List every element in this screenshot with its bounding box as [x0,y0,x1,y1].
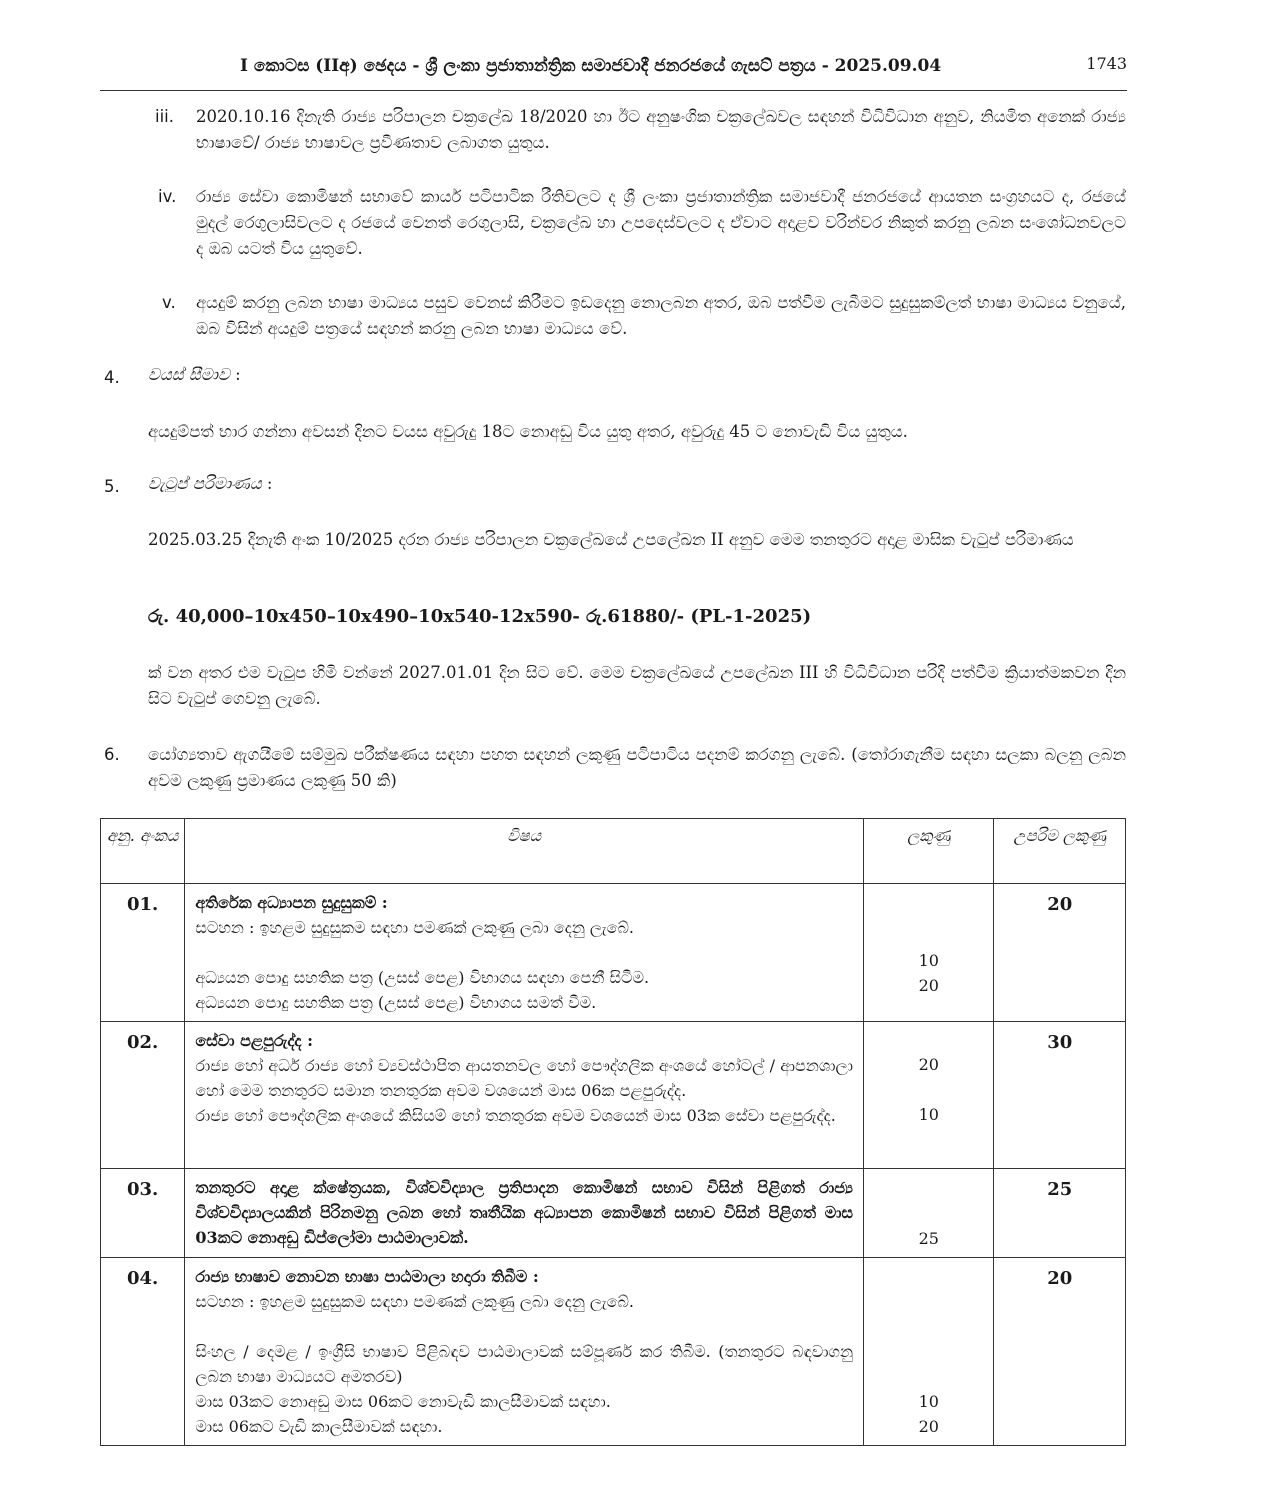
item-v-marker: v. [162,293,176,312]
row-spacer [195,940,853,965]
table-header-row [101,819,1126,884]
marks-value: 20 [918,1055,939,1074]
page-number: 1743 [1086,54,1127,73]
header-title: I කොටස (IIඅ) ඡෙදය - ශ්‍රී ලංකා ප්‍රජාතාන්ත්‍රික සමාජවාදී ජනරජයේ ගැසට් පත්‍රය - 2025.09.04 [240,56,942,76]
header-subject: විෂය [185,819,864,884]
item-iii-marker: iii. [155,107,174,126]
table-row [101,884,1126,1022]
row-number: 01. [101,884,185,1022]
row-title: තනතුරට අදාළ ක්ෂේත්‍රයක, විශ්වවිද්‍යාල ප්‍රතිපාදන කොමිෂන් සභාව විසින් පිළිගත් රාජ්‍ය විශ්වවිද්‍යාලයකින් පිරිනමනු ලබන හෝ තෘතීයික අධ්‍යාපන කොමිෂන් සභාව විසින් පිළිගත් මාස 03කට නොඅඩු ඩිප්ලෝමා පාඨමාලාවක්. [195,1178,853,1247]
row-line: රාජ්‍ය හෝ අර්ධ රාජ්‍ය හෝ ව්‍යවස්ථාපිත ආයතනවල හෝ පෞද්ගලික අංශයේ හෝටල් / ආපනශාලා හෝ මෙම තනතුරට සමාන තනතුරක අවම වශයෙන් මාස 06ක පළපුරුද්ද. [195,1056,853,1100]
marks-value: 20 [918,976,939,995]
section-5-text1: 2025.03.25 දිනැති අංක 10/2025 දරන රාජ්‍ය පරිපාලන චක්‍රලේඛයේ උපලේඛන II අනුව මෙම තනතුරට අදාළ මාසික වැටුප් පරිමාණය [148,530,1074,549]
row-max-marks: 30 [994,1022,1126,1169]
section-4-heading-colon: : [235,365,241,384]
row-max-marks: 20 [994,884,1126,1022]
item-iv-text: රාජ්‍ය සේවා කොමිෂන් සභාවේ කාර්ය පටිපාටික රීතිවලට ද ශ්‍රී ලංකා ප්‍රජාතාන්ත්‍රික සමාජවාදී ජනරජයේ ආයතන සංග්‍රහයට ද, රජයේ මුදල් රෙගුලාසිවලට ද රජයේ වෙනත් රෙගුලාසි, චක්‍රලේඛ හා උපදෙස්වලට ද ඒවාට අදාළව වරින්වර නිකුත් කරනු ලබන සංශෝධනවලට ද ඔබ යටත් විය යුතුවේ. [196,187,1126,258]
header-marks: ලකුණු [864,819,994,884]
salary-scale: රු. 40,000–10x450–10x490–10x540-12x590- රු.61880/- (PL-1-2025) [148,606,812,627]
row-line: රාජ්‍ය හෝ පෞද්ගලික අංශයේ කිසියම් හෝ තනතුරක අවම වශයෙන් මාස 03ක සේවා පළපුරුද්ද. [195,1106,836,1125]
section-5-heading-text: වැටුප් පරිමාණය [148,474,262,493]
section-6-number: 6. [104,745,120,764]
row-title: රාජ්‍ය භාෂාව නොවන භාෂා පාඨමාලා හදාරා තිබීම : [195,1267,539,1286]
section-5-text2: ක් වන අතර එම වැටුප හිමි වන්නේ 2027.01.01 දින සිට වේ. මෙම චක්‍රලේඛයේ උපලේඛන III හි විධිවිධාන පරිදි පත්වීම ක්‍රියාත්මකවන දින සිට වැටුප් ගෙවනු ලැබේ. [148,663,1126,708]
row-max-marks: 20 [994,1258,1126,1446]
row-number: 02. [101,1022,185,1169]
row-subject [185,1258,864,1446]
section-5-heading-colon: : [266,474,273,493]
row-subject [185,884,864,1022]
row-subject [185,1169,864,1258]
row-line: සිංහල / දෙමළ / ඉංග්‍රීසි භාෂාව පිළිබඳව පාඨමාලාවක් සම්පූර්ණ කර තිබීම. (තනතුරට බඳවාගනු ලබන භාෂා මාධ්‍යයට අමතරව) [195,1342,853,1386]
row-subject [185,1022,864,1169]
marks-value: 20 [918,1417,939,1436]
table-row [101,1022,1126,1169]
row-line: මාස 03කට නොඅඩු මාස 06කට නොවැඩි කාලසීමාවක් සඳහා. [195,1392,611,1411]
row-line: මාස 06කට වැඩි කාලසීමාවක් සඳහා. [195,1417,443,1436]
row-title: අතිරේක අධ්‍යාපන සුදුසුකම් : [195,893,388,912]
marks-value: 10 [918,1392,939,1411]
row-line: අධ්‍යයන පොදු සහතික පත්‍ර (උසස් පෙළ) විභාගය සඳහා පෙනී සිටීම. [195,968,650,987]
row-note: සටහන : ඉහළම සුදුසුකම සඳහා පමණක් ලකුණු ලබා දෙනු ලැබේ. [195,918,634,937]
section-4-heading [148,365,241,385]
table-row [101,1169,1126,1258]
row-marks [864,1258,994,1446]
row-note: සටහන : ඉහළම සුදුසුකම සඳහා පමණක් ලකුණු ලබා දෙනු ලැබේ. [195,1292,634,1311]
item-iii-text: 2020.10.16 දිනැති රාජ්‍ය පරිපාලන චක්‍රලේඛ 18/2020 හා ඊට අනුෂංගික චක්‍රලේඛවල සඳහන් විධිවිධාන අනුව, නියමිත අනෙක් රාජ්‍ය භාෂාවේ/ රාජ්‍ය භාෂාවල ප්‍රවීණතාව ලබාගත යුතුය. [196,107,1126,152]
section-5-heading [148,474,272,494]
row-number: 03. [101,1169,185,1258]
section-6-text: යෝග්‍යතාව ඇගයීමේ සම්මුඛ පරීක්ෂණය සඳහා පහත සඳහන් ලකුණු පටිපාටිය පදනම් කරගනු ලැබේ. (තෝරාගැනීම සඳහා සලකා බලනු ලබන අවම ලකුණු ප්‍රමාණය ලකුණු 50 කි) [148,745,1126,790]
row-spacer [195,1314,853,1339]
header-serial-no: අනු. අංකය [101,819,185,884]
row-marks [864,884,994,1022]
marks-table [100,818,1126,1446]
item-iv-marker: iv. [158,187,177,206]
page-header [100,50,1127,91]
marks-value: 25 [918,1229,939,1248]
row-line: අධ්‍යයන පොදු සහතික පත්‍ර (උසස් පෙළ) විභාගය සමත් වීම. [195,993,597,1012]
section-4-text: අයදුම්පත් භාර ගන්නා අවසන් දිනට වයස අවුරුදු 18ට නොඅඩු විය යුතු අතර, අවුරුදු 45 ට නොවැඩි විය යුතුය. [148,422,908,441]
row-number: 04. [101,1258,185,1446]
section-5-number: 5. [104,477,120,496]
marks-value: 10 [918,951,939,970]
table-row [101,1258,1126,1446]
row-title: සේවා පළපුරුද්ද : [195,1031,313,1050]
header-max-marks: උපරිම ලකුණු [994,819,1126,884]
row-max-marks: 25 [994,1169,1126,1258]
row-marks [864,1022,994,1169]
marks-value: 10 [918,1105,939,1124]
section-4-number: 4. [104,368,120,387]
section-4-heading-text: වයස් සීමාව [148,365,230,384]
item-v-text: අයදුම් කරනු ලබන භාෂා මාධ්‍යය පසුව වෙනස් කිරීමට ඉඩදෙනු නොලබන අතර, ඔබ පත්වීම ලැබීමට සුදුසුකම්ලත් භාෂා මාධ්‍යය වනුයේ, ඔබ විසින් අයදුම් පත්‍රයේ සඳහන් කරනු ලබන භාෂා මාධ්‍යය වේ. [196,293,1126,338]
row-marks [864,1169,994,1258]
